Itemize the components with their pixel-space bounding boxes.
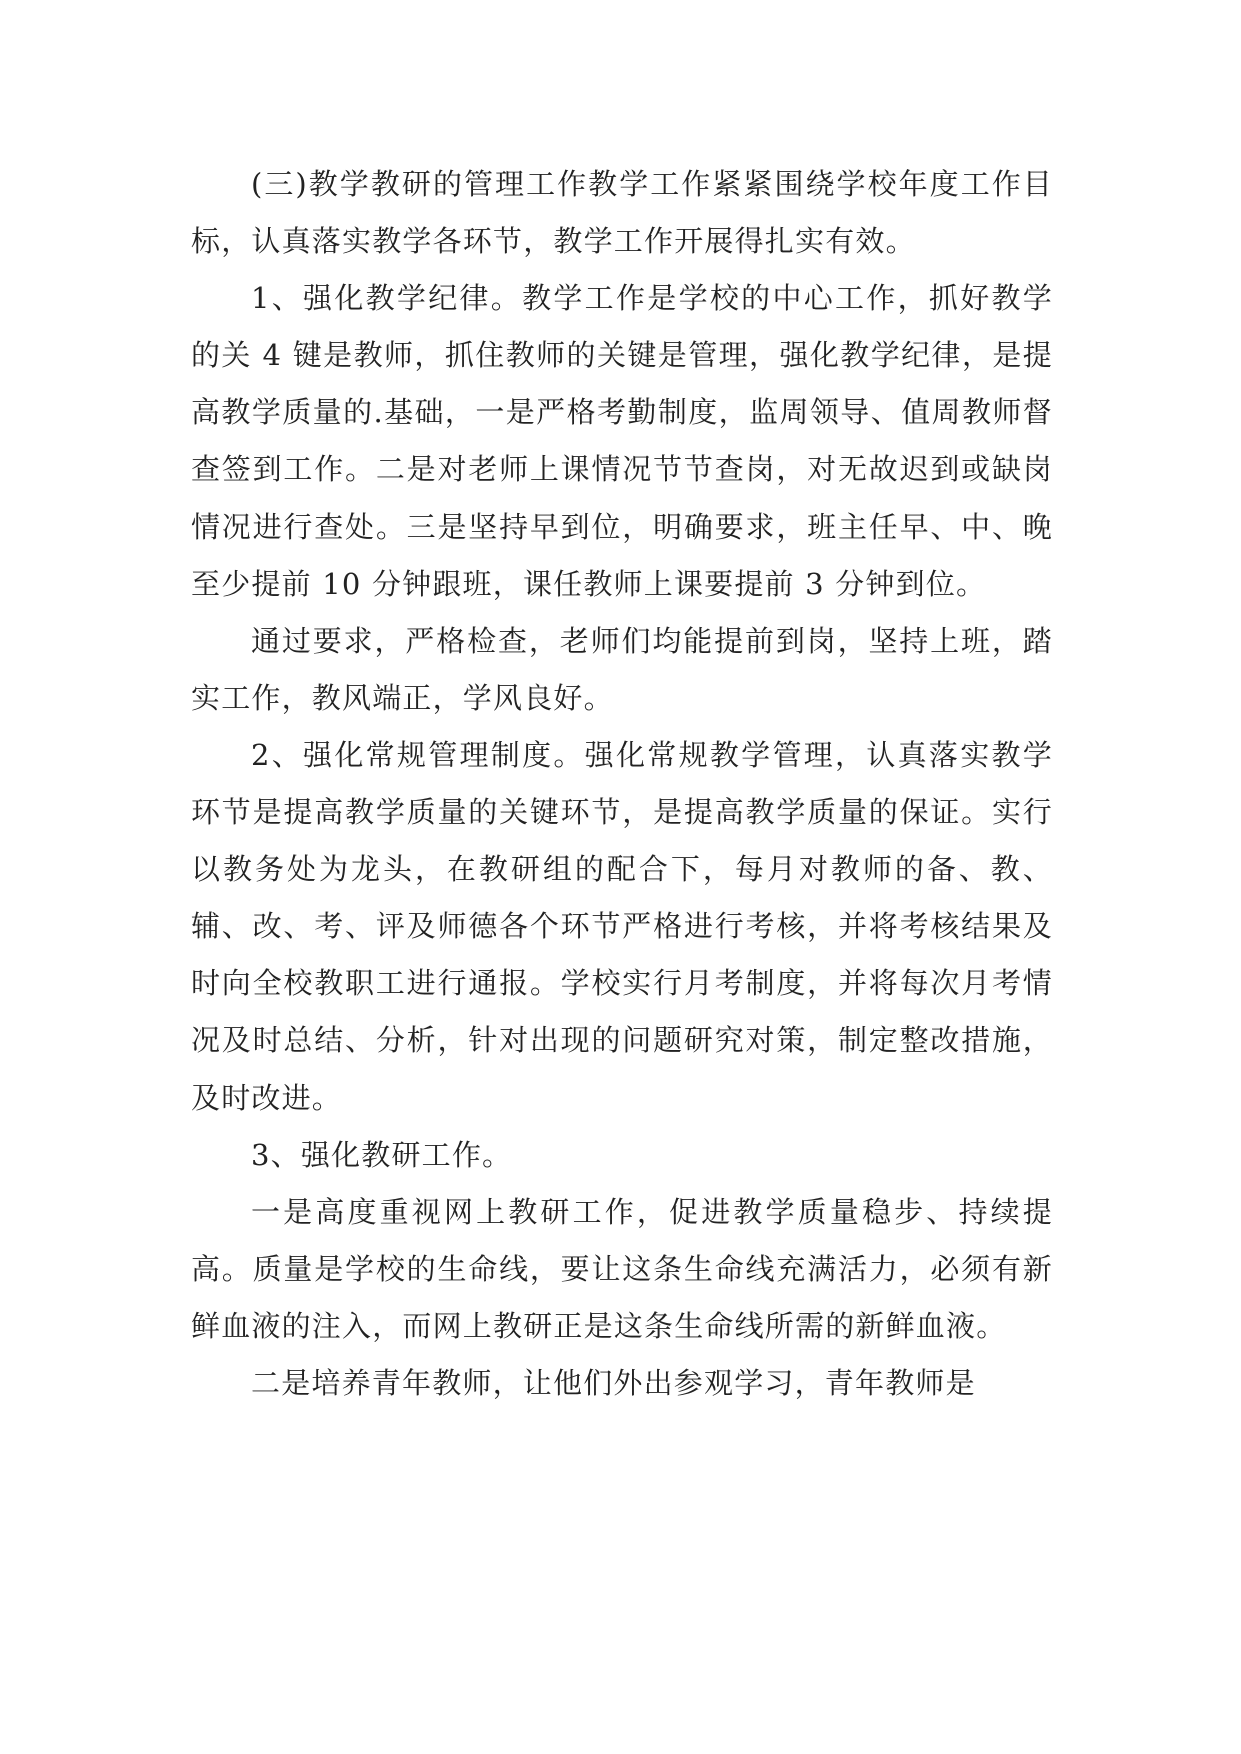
paragraph-research-heading: 3、强化教研工作。: [251, 1137, 513, 1172]
paragraph-young-teachers: 二是培养青年教师，让他们外出参观学习，青年教师是: [251, 1365, 976, 1400]
document-body: [191, 156, 1053, 1412]
paragraph-routine-management: 2、强化常规管理制度。强化常规教学管理，认真落实教学环节是提高教学质量的关键环节，是提高教学质量的保证。实行以教务处为龙头，在教研组的配合下，每月对教师的备、教、辅、改、考、评及师德各个环节严格进行考核，并将考核结果及时向全校教职工进行通报。学校实行月考制度，并将每次月考情况及时总结、分析，针对出现的问题研究对策，制定整改措施，及时改进。: [191, 737, 1053, 1115]
paragraph-teaching-management: (三)教学教研的管理工作教学工作紧紧围绕学校年度工作目标，认真落实教学各环节，教学工作开展得扎实有效。: [191, 167, 1053, 259]
paragraph-online-research: 一是高度重视网上教研工作，促进教学质量稳步、持续提高。质量是学校的生命线，要让这条生命线充满活力，必须有新鲜血液的注入，而网上教研正是这条生命线所需的新鲜血液。: [191, 1194, 1053, 1343]
paragraph-teaching-discipline: 1、强化教学纪律。教学工作是学校的中心工作，抓好教学的关 4 键是教师，抓住教师的关键是管理，强化教学纪律，是提高教学质量的.基础，一是严格考勤制度，监周领导、值周教师督查签到工作。二是对老师上课情况节节查岗，对无故迟到或缺岗情况进行查处。三是坚持早到位，明确要求，班主任早、中、晚至少提前 10 分钟跟班，课任教师上课要提前 3 分钟到位。: [191, 281, 1053, 601]
paragraph-inspection-result: 通过要求，严格检查，老师们均能提前到岗，坚持上班，踏实工作，教风端正，学风良好。: [191, 623, 1053, 715]
